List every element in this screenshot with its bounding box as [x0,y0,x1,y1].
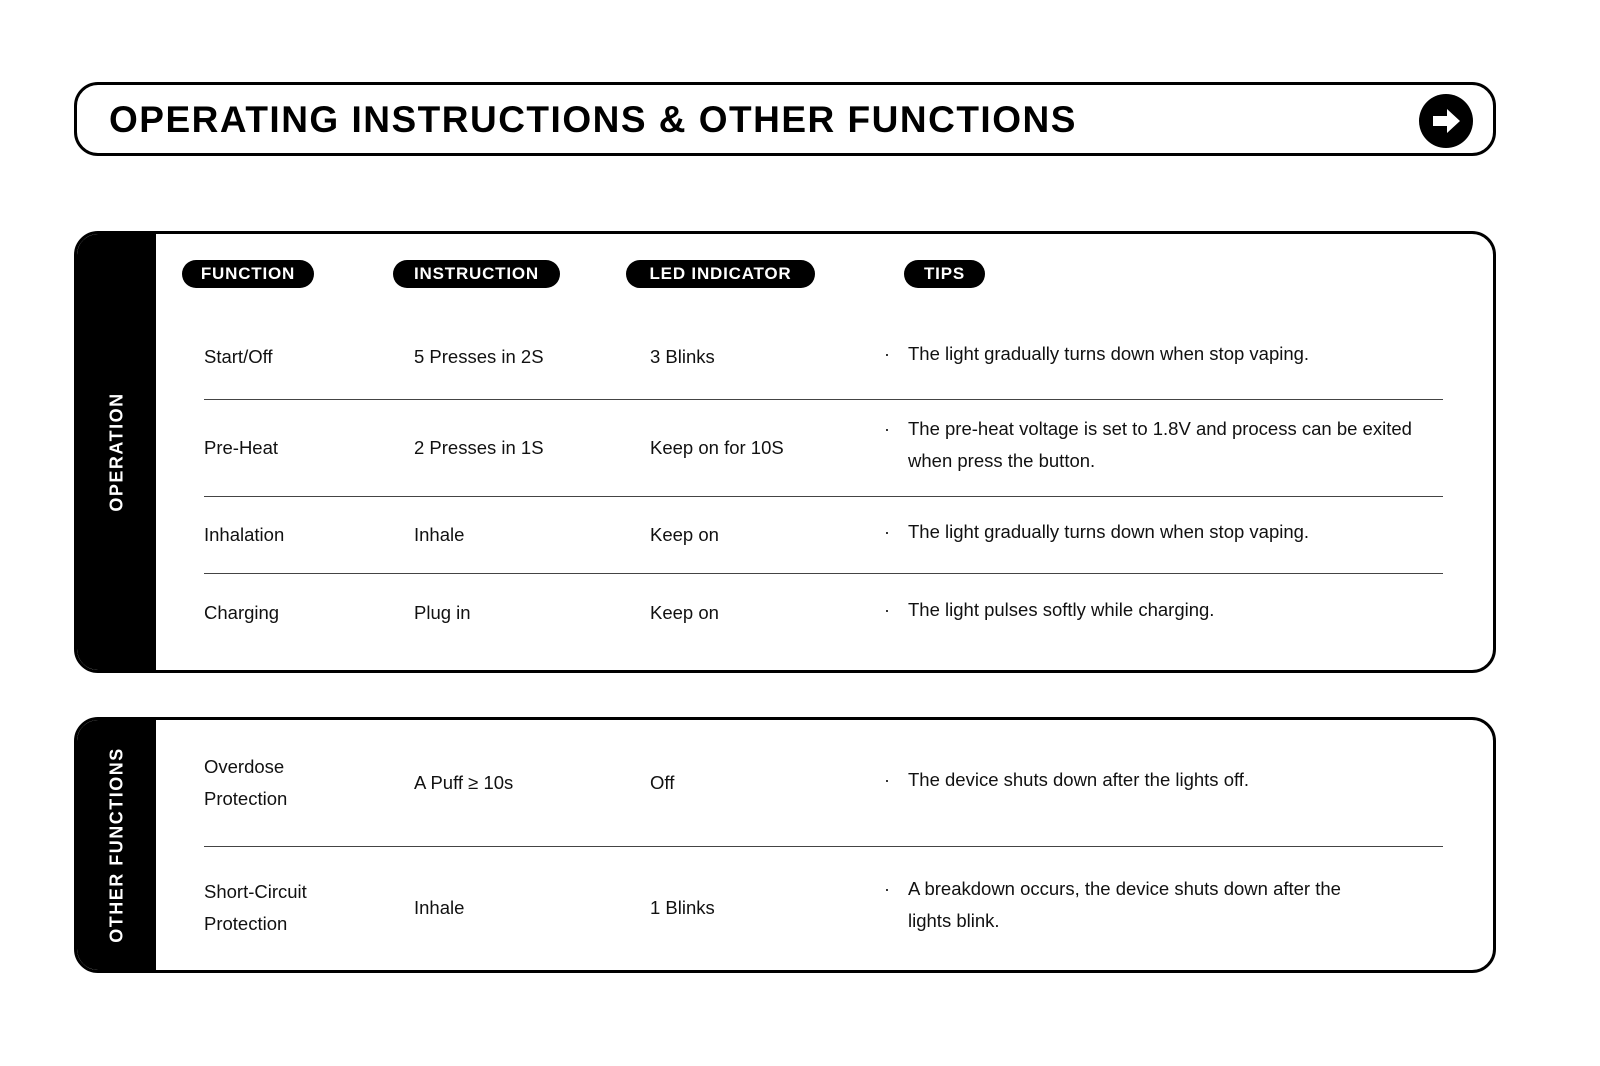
led-indicator-cell: Off [650,772,675,793]
led-indicator-cell: Keep on for 10S [650,436,784,458]
column-header-led-indicator: LED INDICATOR [626,260,815,288]
instruction-cell: 2 Presses in 1S [414,436,544,458]
operation-side-bar [77,234,156,670]
tip-cell: · The device shuts down after the lights off. [884,764,1443,796]
led-indicator-cell: 3 Blinks [650,345,715,367]
tip-cell: · The pre-heat voltage is set to 1.8V and process can be exited when press the button. [884,413,1443,477]
function-cell: Pre-Heat [204,436,279,458]
table-row [204,846,1443,970]
instruction-cell: Plug in [414,602,471,623]
arrow-right-icon [1428,103,1464,139]
function-cell: Short-Circuit Protection [204,881,307,934]
led-indicator-cell: Keep on [650,523,719,545]
table-row [204,720,1443,847]
tip-cell: · A breakdown occurs, the device shuts down after the lights blink. [884,873,1383,937]
column-header-instruction: INSTRUCTION [393,260,560,288]
table-row [204,314,1443,400]
other-functions-side-label: OTHER FUNCTIONS [106,747,126,943]
title-bar [74,82,1496,156]
instruction-cell: Inhale [414,523,465,545]
tip-cell: · The light pulses softly while charging. [884,594,1443,626]
operation-panel [74,231,1496,673]
table-row [204,496,1443,574]
operation-side-label: OPERATION [106,392,126,512]
column-header-tips: TIPS [904,260,985,288]
page-title: OPERATING INSTRUCTIONS & OTHER FUNCTIONS [109,99,1077,140]
instruction-cell: A Puff ≥ 10s [414,772,514,793]
column-header-function: FUNCTION [182,260,314,288]
tip-cell: · The light gradually turns down when stop vaping. [884,516,1443,548]
function-cell: Start/Off [204,345,273,367]
instruction-cell: 5 Presses in 2S [414,345,544,367]
table-row [204,573,1443,653]
other-functions-panel [74,717,1496,973]
tip-cell: · The light gradually turns down when stop vaping. [884,338,1443,370]
led-indicator-cell: Keep on [650,602,719,623]
function-cell: Charging [204,602,280,623]
function-cell: Inhalation [204,523,285,545]
led-indicator-cell: 1 Blinks [650,897,715,918]
next-button[interactable] [1419,94,1473,148]
table-row [204,399,1443,497]
instruction-cell: Inhale [414,897,465,918]
other-functions-side-bar [77,720,156,970]
function-cell: Overdose Protection [204,756,288,809]
